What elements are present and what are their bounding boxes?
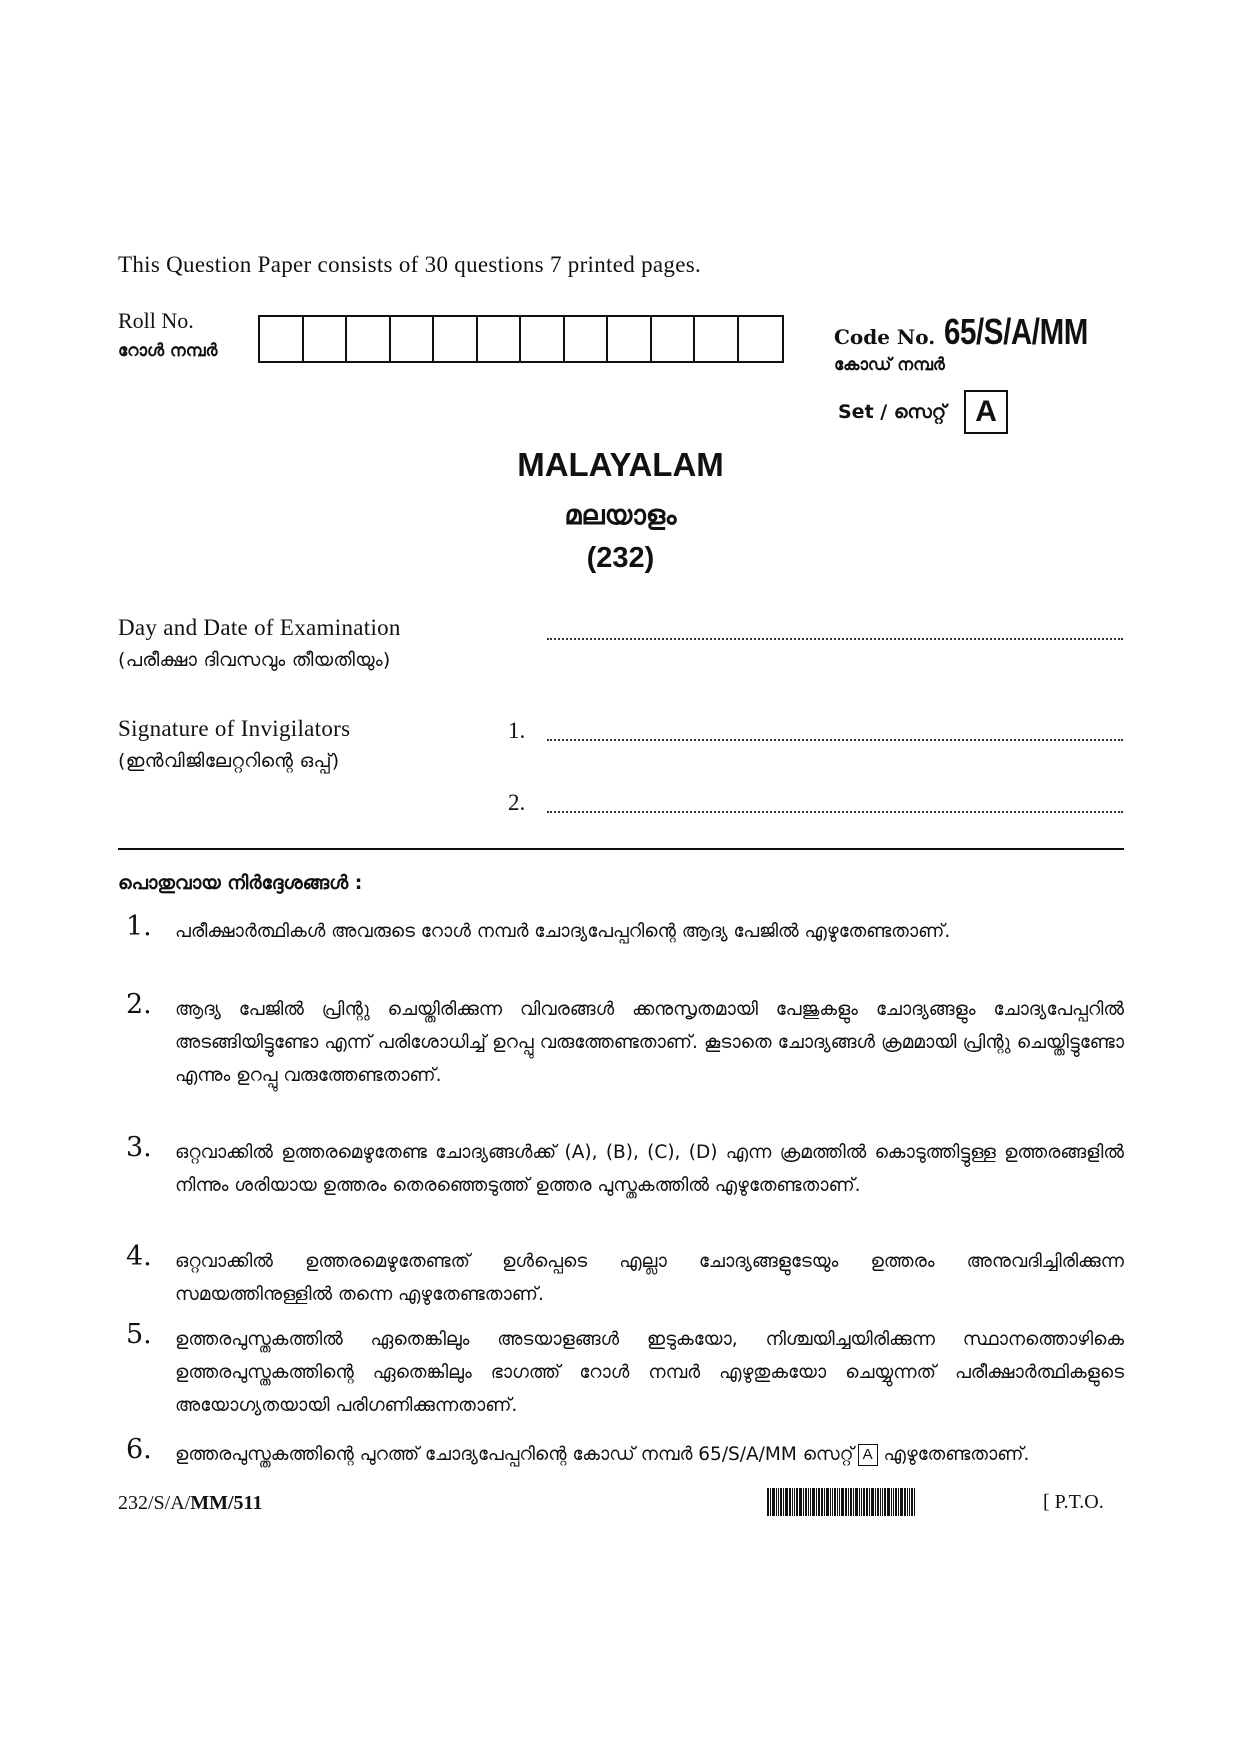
- roll-digit-box[interactable]: [695, 317, 739, 361]
- instruction-number: 4.: [126, 1241, 152, 1272]
- roll-digit-box[interactable]: [434, 317, 478, 361]
- paper-code-footer: [118, 1492, 262, 1515]
- roll-digit-box[interactable]: [478, 317, 522, 361]
- barcode-bar: [875, 1488, 876, 1516]
- barcode: [767, 1488, 916, 1516]
- roll-label-ml: റോൾ നമ്പർ: [118, 341, 218, 361]
- instruction-text: ആദ്യ പേജിൽ പ്രിന്റു ചെയ്തിരിക്കുന്ന വിവരങ്ങൾ ക്കനുസൃതമായി പേജുകളും ചോദ്യങ്ങളും ചോദ്യപേപ്പറിൽ അടങ്ങിയിട്ടുണ്ടോ എന്ന് പരിശോധിച്ച് ഉറപ്പു വരുത്തേണ്ടതാണ്. കൂടാതെ ചോദ്യങ്ങൾ ക്രമമായി പ്രിന്റു ചെയ്തിട്ടുണ്ടോ എന്നും ഉറപ്പു വരുത്തേണ്ടതാണ്.: [175, 999, 1124, 1086]
- roll-digit-box[interactable]: [521, 317, 565, 361]
- subject-title-en: MALAYALAM: [517, 446, 724, 483]
- barcode-bar: [904, 1488, 906, 1516]
- barcode-bar: [796, 1488, 798, 1516]
- instruction-number: 2.: [126, 989, 152, 1020]
- barcode-bar: [855, 1488, 858, 1516]
- set-indicator: [838, 390, 1008, 434]
- set-label: Set / സെറ്റ്: [838, 401, 947, 423]
- pto-label: [ P.T.O.: [1043, 1491, 1104, 1513]
- barcode-bar: [914, 1488, 915, 1516]
- roll-digit-box[interactable]: [304, 317, 348, 361]
- barcode-bar: [884, 1488, 886, 1516]
- barcode-bar: [792, 1488, 793, 1516]
- barcode-bar: [911, 1488, 913, 1516]
- roll-digit-box[interactable]: [608, 317, 652, 361]
- signature-label-en: Signature of Invigilators: [118, 716, 351, 741]
- barcode-bar: [859, 1488, 860, 1516]
- barcode-bar: [893, 1488, 894, 1516]
- barcode-bar: [882, 1488, 883, 1516]
- barcode-bar: [830, 1488, 831, 1516]
- barcode-bar: [789, 1488, 791, 1516]
- roll-digit-box[interactable]: [347, 317, 391, 361]
- code-number: [834, 311, 1120, 353]
- instruction-number: 6.: [126, 1434, 152, 1465]
- barcode-bar: [824, 1488, 825, 1516]
- barcode-bar: [821, 1488, 823, 1516]
- code-label-ml: കോഡ് നമ്പർ: [834, 355, 945, 375]
- barcode-bar: [785, 1488, 788, 1516]
- instruction-number: 1.: [126, 911, 152, 942]
- subject-code: (232): [586, 542, 655, 574]
- barcode-bar: [848, 1488, 849, 1516]
- barcode-bar: [834, 1488, 836, 1516]
- barcode-bar: [895, 1488, 897, 1516]
- barcode-bar: [780, 1488, 782, 1516]
- instruction-text: ഒറ്റവാക്കിൽ ഉത്തരമെഴുതേണ്ടത് ഉൾപ്പെടെ എല്ലാ ചോദ്യങ്ങളുടേയും ഉത്തരം അനുവദിച്ചിരിക്കുന്ന സമയത്തിനുള്ളിൽ തന്നെ എഴുതേണ്ടതാണ്.: [175, 1251, 1124, 1305]
- exam-date-label: [118, 611, 401, 677]
- instruction-item: [118, 989, 1124, 1092]
- instruction-item: [118, 1132, 1124, 1202]
- barcode-bar: [853, 1488, 854, 1516]
- subject-title-ml: മലയാളം: [564, 500, 677, 531]
- signature-number-2: 2.: [508, 790, 526, 815]
- instruction-item: [118, 911, 1124, 948]
- pages-info: This Question Paper consists of 30 questions 7 printed pages.: [118, 252, 702, 277]
- exam-date-label-en: Day and Date of Examination: [118, 615, 401, 640]
- signature-field-2[interactable]: [547, 811, 1123, 813]
- barcode-bar: [778, 1488, 779, 1516]
- barcode-bar: [803, 1488, 804, 1516]
- instruction-text: പരീക്ഷാർത്ഥികൾ അവരുടെ റോൾ നമ്പർ ചോദ്യപേപ്പറിന്റെ ആദ്യ പേജിൽ എഴുതേണ്ടതാണ്.: [175, 921, 951, 942]
- instruction-number: 3.: [126, 1132, 152, 1163]
- exam-date-field[interactable]: [547, 638, 1123, 640]
- barcode-bar: [887, 1488, 890, 1516]
- paper-code-prefix: 232/S/A/: [118, 1492, 191, 1514]
- signature-field-1[interactable]: [547, 739, 1123, 741]
- roll-label-en: Roll No.: [118, 308, 194, 333]
- instructions-heading: പൊതുവായ നിർദ്ദേശങ്ങൾ :: [118, 872, 363, 894]
- roll-number-label: [118, 306, 217, 366]
- barcode-bar: [794, 1488, 795, 1516]
- invigilator-signature-label: [118, 712, 350, 778]
- roll-number-boxes[interactable]: [258, 315, 784, 363]
- barcode-bar: [850, 1488, 852, 1516]
- paper-code-bold: MM/511: [190, 1492, 263, 1514]
- instruction-text: ഉത്തരപുസ്തകത്തിൽ ഏതെങ്കിലും അടയാളങ്ങൾ ഇടുകയോ, നിശ്ചയിച്ചയിരിക്കുന്ന സ്ഥാനത്തൊഴികെ ഉത്തരപുസ്തകത്തിന്റെ ഏതെങ്കിലും ഭാഗത്ത് റോൾ നമ്പർ എഴുതുകയോ ചെയ്യുന്നത് പരീക്ഷാർത്ഥികളുടെ അയോഗ്യതയായി പരിഗണിക്കുന്നതാണ്.: [175, 1329, 1124, 1416]
- instruction-item: [118, 1319, 1124, 1422]
- barcode-bar: [767, 1488, 769, 1516]
- instruction-item: [118, 1434, 1124, 1471]
- instruction-number: 5.: [126, 1319, 152, 1350]
- set-box-inline: A: [858, 1444, 878, 1466]
- barcode-bar: [799, 1488, 802, 1516]
- instruction-text-part: ഉത്തരപുസ്തകത്തിന്റെ പുറത്ത് ചോദ്യപേപ്പറിന്റെ കോഡ് നമ്പർ 65/S/A/MM സെറ്റ്: [175, 1444, 854, 1465]
- barcode-bar: [900, 1488, 903, 1516]
- roll-digit-box[interactable]: [260, 317, 304, 361]
- barcode-bar: [837, 1488, 838, 1516]
- barcode-bar: [818, 1488, 820, 1516]
- barcode-bar: [871, 1488, 874, 1516]
- set-box: A: [964, 390, 1008, 434]
- barcode-bar: [832, 1488, 833, 1516]
- barcode-bar: [841, 1488, 844, 1516]
- barcode-bar: [808, 1488, 809, 1516]
- roll-digit-box[interactable]: [391, 317, 435, 361]
- barcode-bar: [861, 1488, 862, 1516]
- signature-number-1: 1.: [508, 718, 526, 743]
- roll-digit-box[interactable]: [652, 317, 696, 361]
- barcode-bar: [810, 1488, 811, 1516]
- code-value: 65/S/A/MM: [944, 311, 1089, 352]
- divider: [118, 848, 1124, 850]
- barcode-bar: [770, 1488, 771, 1516]
- barcode-bar: [845, 1488, 847, 1516]
- barcode-bar: [783, 1488, 784, 1516]
- barcode-bar: [891, 1488, 892, 1516]
- instruction-text-part: എഴുതേണ്ടതാണ്.: [883, 1444, 1030, 1465]
- barcode-bar: [816, 1488, 817, 1516]
- barcode-bar: [880, 1488, 881, 1516]
- barcode-bar: [776, 1488, 777, 1516]
- barcode-bar: [805, 1488, 807, 1516]
- barcode-bar: [812, 1488, 815, 1516]
- exam-date-label-ml: (പരീക്ഷാ ദിവസവും തീയതിയും): [118, 649, 391, 671]
- roll-digit-box[interactable]: [739, 317, 783, 361]
- roll-digit-box[interactable]: [565, 317, 609, 361]
- instruction-item: [118, 1241, 1124, 1311]
- barcode-bar: [898, 1488, 899, 1516]
- barcode-bar: [909, 1488, 910, 1516]
- barcode-bar: [839, 1488, 840, 1516]
- instruction-text: ഒറ്റവാക്കിൽ ഉത്തരമെഴുതേണ്ട ചോദ്യങ്ങൾക്ക് (A), (B), (C), (D) എന്ന ക്രമത്തിൽ കൊടുത്തിട്ടുള്ള ഉത്തരങ്ങളിൽ നിന്നും ശരിയായ ഉത്തരം തെരഞ്ഞെടുത്ത് ഉത്തര പുസ്തകത്തിൽ എഴുതേണ്ടതാണ്.: [175, 1142, 1124, 1196]
- barcode-bar: [877, 1488, 879, 1516]
- signature-label-ml: (ഇൻവിജിലേറ്ററിന്റെ ഒപ്പ്): [118, 750, 340, 772]
- barcode-bar: [869, 1488, 870, 1516]
- barcode-bar: [866, 1488, 868, 1516]
- code-label: Code No.: [834, 325, 936, 349]
- barcode-bar: [863, 1488, 865, 1516]
- instruction-text: [175, 1438, 1124, 1471]
- barcode-bar: [772, 1488, 775, 1516]
- barcode-bar: [826, 1488, 829, 1516]
- barcode-bar: [907, 1488, 908, 1516]
